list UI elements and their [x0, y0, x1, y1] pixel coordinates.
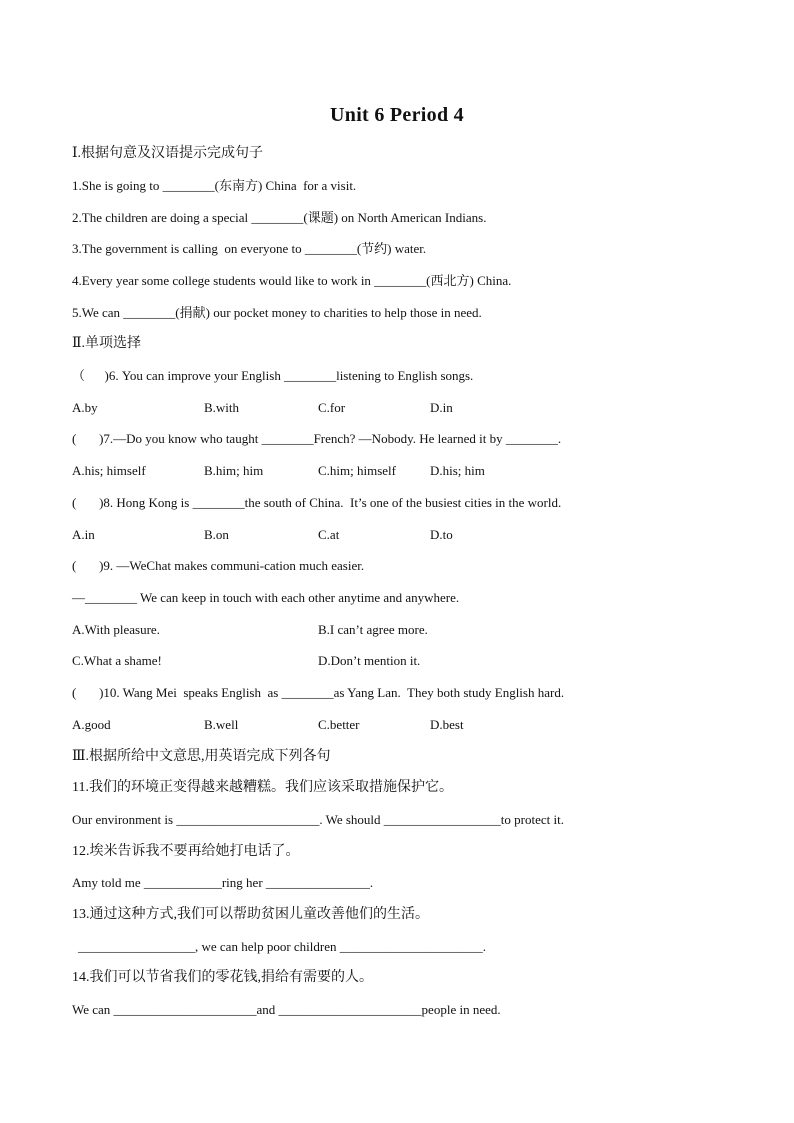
question-3: 3.The government is calling on everyone to ________(节约) water. — [72, 241, 427, 256]
q10-option-a: A.good — [72, 717, 111, 732]
q6-option-c: C.for — [318, 400, 346, 415]
q6-option-a: A.by — [72, 400, 98, 415]
q8-option-a: A.in — [72, 527, 95, 542]
question-14-english: We can ______________________and ______________________people in need. — [72, 1002, 501, 1017]
question-12-chinese: 12.埃米告诉我不要再给她打电话了。 — [72, 844, 300, 859]
question-13-english: __________________, we can help poor children ______________________. — [78, 939, 487, 954]
question-11-english: Our environment is ______________________. We should __________________to protect it. — [72, 812, 564, 827]
question-14-chinese: 14.我们可以节省我们的零花钱,捐给有需要的人。 — [72, 970, 373, 985]
q10-option-c: C.better — [318, 717, 360, 732]
q7-option-c: C.him; himself — [318, 463, 396, 478]
question-9: ( )9. —WeChat makes communi-cation much easier. — [72, 558, 365, 573]
q9-option-c: C.What a shame! — [72, 653, 162, 668]
question-7: ( )7.—Do you know who taught ________French? —Nobody. He learned it by ________. — [72, 431, 562, 446]
question-12-english: Amy told me ____________ring her ________________. — [72, 875, 374, 890]
q9-option-d: D.Don’t mention it. — [318, 653, 421, 668]
question-10: ( )10. Wang Mei speaks English as ________as Yang Lan. They both study English hard. — [72, 685, 565, 700]
question-13-chinese: 13.通过这种方式,我们可以帮助贫困儿童改善他们的生活。 — [72, 907, 429, 922]
page-title: Unit 6 Period 4 — [330, 104, 464, 126]
q7-option-d: D.his; him — [430, 463, 485, 478]
q7-option-a: A.his; himself — [72, 463, 146, 478]
q8-option-b: B.on — [204, 527, 229, 542]
q7-option-b: B.him; him — [204, 463, 264, 478]
section-1-heading: Ⅰ.根据句意及汉语提示完成句子 — [72, 146, 264, 161]
q6-option-d: D.in — [430, 400, 453, 415]
question-6: （ )6. You can improve your English ________listening to English songs. — [72, 368, 474, 383]
section-3-heading: Ⅲ.根据所给中文意思,用英语完成下列各句 — [72, 749, 331, 764]
section-2-heading: Ⅱ.单项选择 — [72, 336, 142, 351]
question-2: 2.The children are doing a special ________(课题) on North American Indians. — [72, 210, 487, 225]
q10-option-b: B.well — [204, 717, 239, 732]
q6-option-b: B.with — [204, 400, 240, 415]
question-5: 5.We can ________(捐献) our pocket money to charities to help those in need. — [72, 305, 482, 320]
q10-option-d: D.best — [430, 717, 464, 732]
q8-option-c: C.at — [318, 527, 340, 542]
question-9-reply: —________ We can keep in touch with each other anytime and anywhere. — [72, 590, 460, 605]
question-4: 4.Every year some college students would like to work in ________(西北方) China. — [72, 273, 512, 288]
question-11-chinese: 11.我们的环境正变得越来越糟糕。我们应该采取措施保护它。 — [72, 780, 453, 795]
q9-option-a: A.With pleasure. — [72, 622, 160, 637]
question-1: 1.She is going to ________(东南方) China for a visit. — [72, 178, 357, 193]
q9-option-b: B.I can’t agree more. — [318, 622, 428, 637]
question-8: ( )8. Hong Kong is ________the south of China. It’s one of the busiest cities in the world. — [72, 495, 562, 510]
q8-option-d: D.to — [430, 527, 453, 542]
